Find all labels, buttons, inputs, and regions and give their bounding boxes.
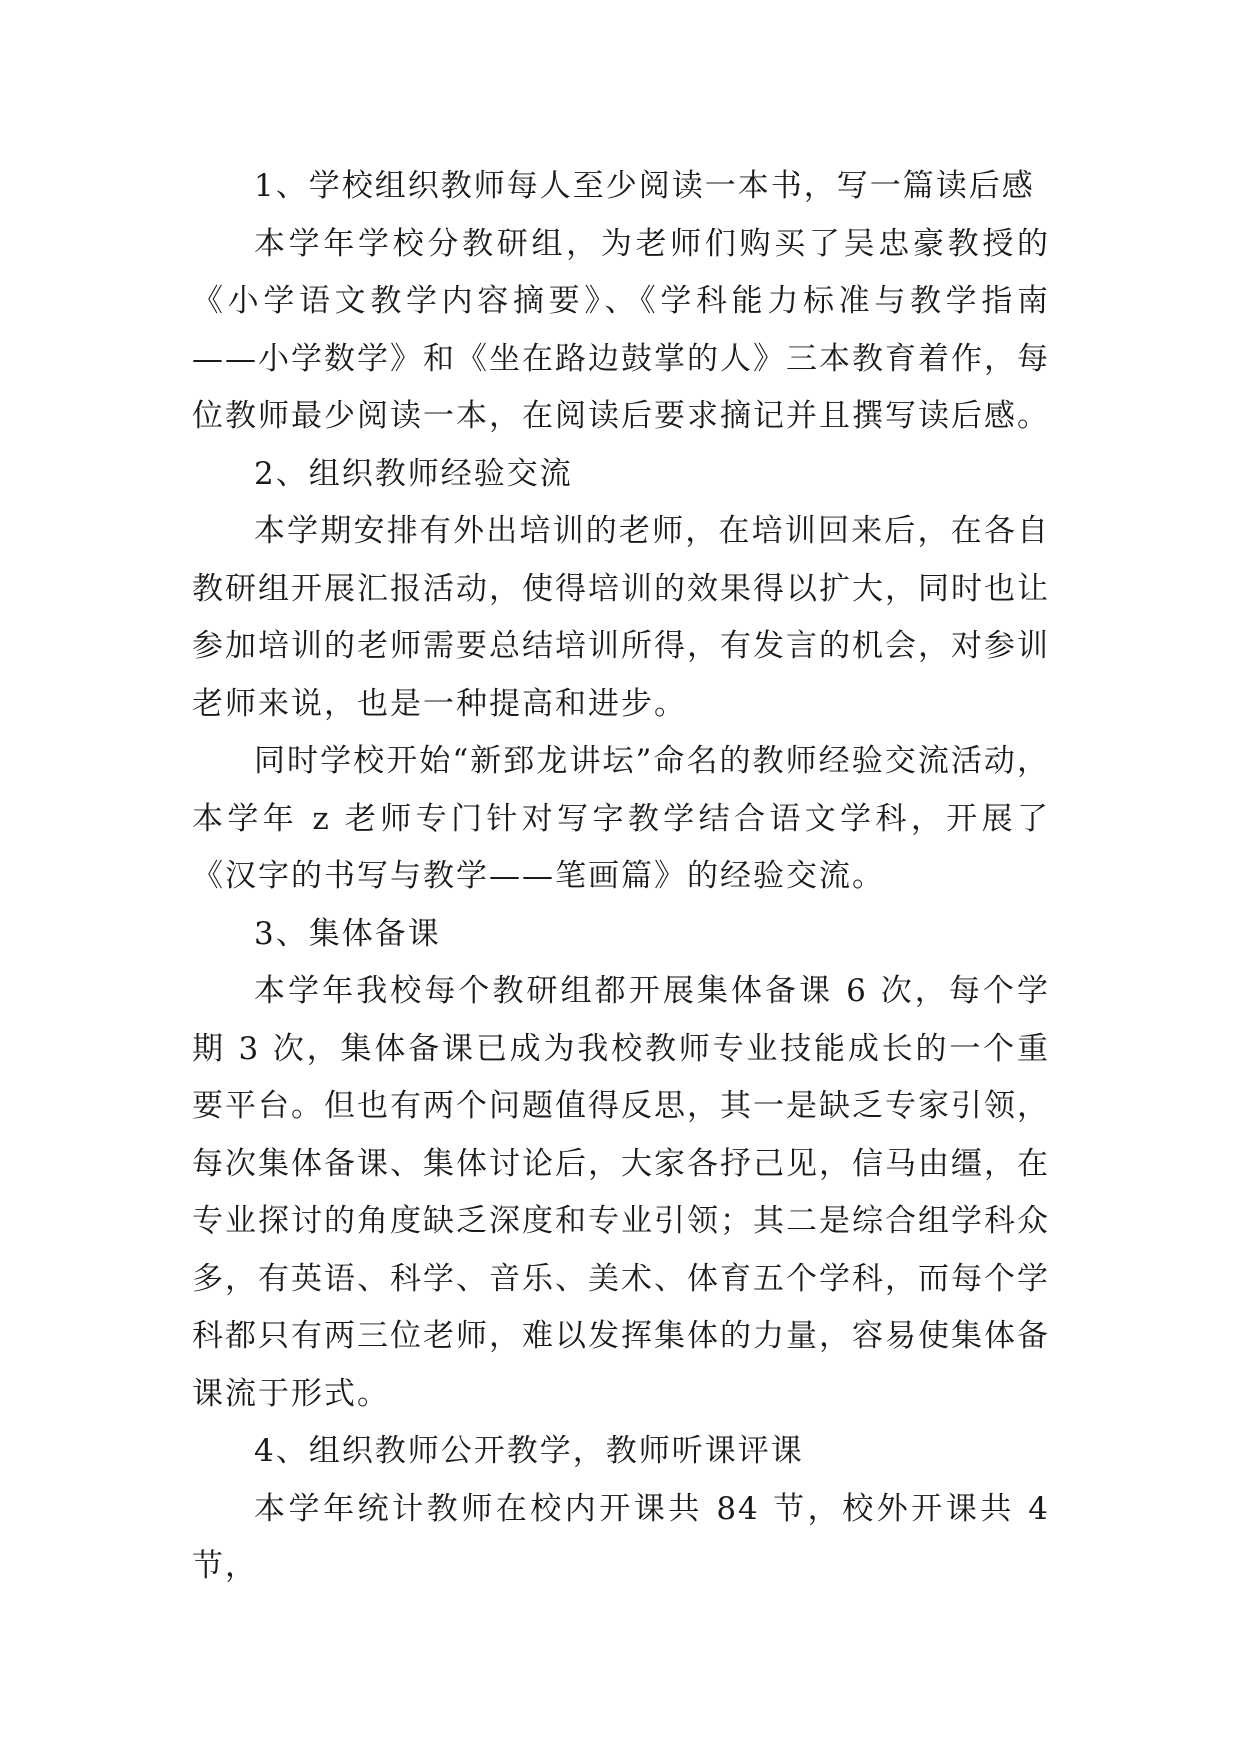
paragraph-reading: 本学年学校分教研组，为老师们购买了吴忠豪教授的《小学语文教学内容摘要》、《学科能力标准与教学指南——小学数学》和《坐在路边鼓掌的人》三本教育着作，每位教师最少阅读一本，在阅读后要求摘记并且撰写读后感。 (192, 225, 1050, 434)
section-heading-2: 2、组织教师经验交流 (254, 455, 573, 492)
paragraph-lesson-prep: 本学年我校每个教研组都开展集体备课 6 次，每个学期 3 次，集体备课已成为我校教师专业技能成长的一个重要平台。但也有两个问题值得反思，其一是缺乏专家引领，每次集体备课、集体讨论后，大家各抒己见，信马由缰，在专业探讨的角度缺乏深度和专业引领；其二是综合组学科众多，有英语、科学、音乐、美术、体育五个学科，而每个学科都只有两三位老师，难以发挥集体的力量，容易使集体备课流于形式。 (192, 973, 1050, 1412)
section-heading-4: 4、组织教师公开教学，教师听课评课 (254, 1433, 804, 1469)
document-body (192, 158, 1050, 1596)
paragraph-open-lessons: 本学年统计教师在校内开课共 84 节，校外开课共 4 节， (192, 1490, 1050, 1584)
paragraph-forum: 同时学校开始“新郅龙讲坛”命名的教师经验交流活动，本学年 z 老师专门针对写字教学结合语文学科，开展了《汉字的书写与教学——笔画篇》的经验交流。 (192, 743, 1050, 894)
paragraph-training: 本学期安排有外出培训的老师，在培训回来后，在各自教研组开展汇报活动，使得培训的效果得以扩大，同时也让参加培训的老师需要总结培训所得，有发言的机会，对参训老师来说，也是一种提高和进步。 (192, 513, 1050, 722)
section-heading-3: 3、集体备课 (254, 915, 441, 952)
section-heading-1: 1、学校组织教师每人至少阅读一本书，写一篇读后感 (254, 168, 1035, 204)
